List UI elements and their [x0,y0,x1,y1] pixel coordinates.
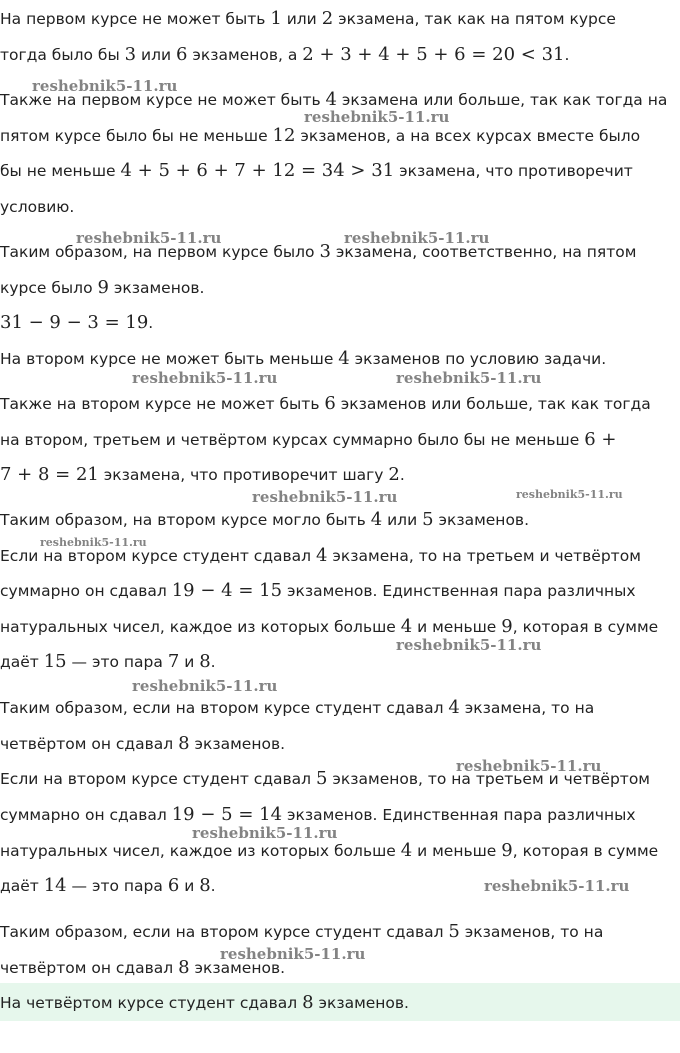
math-expression: 4 [370,509,383,530]
text-segment: экзамена, соответственно, на пятом [330,243,637,261]
text-line [0,196,74,218]
text-line [0,312,153,334]
text-line [0,277,204,299]
text-segment: . [148,314,154,332]
text-segment: экзаменов, а [187,46,303,64]
text-segment: суммарно он сдавал [0,582,172,600]
math-expression: 19 − 5 = 14 [171,804,283,825]
text-segment: пятом курсе было бы не меньше [0,127,273,145]
math-expression: 2 + 3 + 4 + 5 + 6 = 20 < 31 [302,44,565,65]
math-expression: 5 [448,921,460,942]
math-expression: 6 + [584,429,617,450]
math-expression: 4 [338,348,350,369]
text-segment: условию. [0,198,75,216]
text-segment: четвёртом он сдавал [0,735,179,753]
math-expression: 9 [501,840,513,861]
text-segment: курсе было [0,279,98,297]
math-expression: 12 [272,125,296,146]
math-expression: 8 [302,992,314,1013]
text-segment: экзаменов. [189,735,286,753]
text-line [0,840,658,862]
text-segment: . [399,466,405,484]
math-expression: 5 [422,509,434,530]
text-segment: — это пара [66,877,168,895]
text-segment: . [210,877,216,895]
text-segment: и меньше [412,842,502,860]
text-segment: и [179,653,200,671]
text-segment: экзаменов. [433,511,529,529]
watermark: reshebnik5-11.ru [396,369,542,387]
text-line [0,921,603,943]
text-line [0,44,569,66]
math-expression: 7 [167,651,180,672]
watermark: reshebnik5-11.ru [344,229,490,247]
text-segment: экзаменов, то на [459,923,604,941]
text-segment: Также на втором курсе не может быть [0,395,325,413]
math-expression: 2 [321,8,334,29]
math-expression: 3 [124,44,137,65]
text-segment: экзамена, то на [459,699,595,717]
math-expression: 15 [43,651,67,672]
text-line [0,804,636,826]
text-segment: Таким образом, на втором курсе могло быть [0,511,371,529]
text-segment: четвёртом он сдавал [0,959,179,977]
watermark: reshebnik5-11.ru [516,488,623,501]
text-segment: даёт [0,877,44,895]
math-expression: 1 [270,8,282,29]
text-segment: На первом курсе не может быть [0,10,271,28]
math-expression: 6 [324,393,336,414]
math-expression: 8 [178,733,190,754]
text-line [0,875,216,897]
text-segment: натуральных чисел, каждое из которых больше [0,618,401,636]
text-segment: суммарно он сдавал [0,806,172,824]
text-line [0,992,409,1014]
text-line [0,348,606,370]
math-expression: 14 [43,875,67,896]
text-segment: экзаменов. [108,279,205,297]
text-segment: экзамена, то на третьем и четвёртом [327,547,641,565]
text-line [0,125,640,147]
text-segment: , которая в сумме [512,618,659,636]
text-segment: даёт [0,653,44,671]
watermark: reshebnik5-11.ru [396,636,542,654]
text-segment: , которая в сумме [512,842,659,860]
watermark: reshebnik5-11.ru [40,536,147,549]
text-segment: экзамена, что противоречит [394,162,633,180]
watermark: reshebnik5-11.ru [132,369,278,387]
watermark: reshebnik5-11.ru [32,77,178,95]
text-segment: экзаменов. Единственная пара различных [282,582,636,600]
text-line [0,8,616,30]
text-segment: экзаменов. [189,959,286,977]
watermark: reshebnik5-11.ru [192,824,338,842]
text-segment: или [136,46,177,64]
text-segment: экзамена, так как на пятом курсе [333,10,616,28]
math-expression: 9 [501,616,513,637]
math-expression: 2 [388,464,400,485]
math-expression: 4 [400,840,413,861]
text-segment: Если на втором курсе студент сдавал [0,770,317,788]
math-expression: 8 [178,957,190,978]
text-segment: экзаменов. [313,994,409,1012]
text-line [0,697,594,719]
text-segment: экзаменов или больше, так как тогда [335,395,651,413]
math-expression: 31 − 9 − 3 = 19 [0,312,149,333]
math-expression: 5 [316,768,328,789]
text-line [0,733,285,755]
text-segment: . [564,46,570,64]
text-segment: или [281,10,322,28]
watermark: reshebnik5-11.ru [252,488,398,506]
text-segment: экзамена или больше, так как тогда на [337,91,668,109]
text-segment: На четвёртом курсе студент сдавал [0,994,303,1012]
math-expression: 4 + 5 + 6 + 7 + 12 = 34 > 31 [120,160,395,181]
watermark: reshebnik5-11.ru [456,757,602,775]
math-expression: 7 + 8 = 21 [0,464,99,485]
text-segment: и меньше [412,618,502,636]
text-segment: экзаменов по условию задачи. [349,350,607,368]
math-expression: 8 [199,651,211,672]
text-segment: на втором, третьем и четвёртом курсах суммарно было бы не меньше [0,431,585,449]
text-line [0,616,658,638]
math-expression: 19 − 4 = 15 [171,580,283,601]
text-segment: экзамена, что противоречит шагу [98,466,389,484]
text-segment: — это пара [66,653,168,671]
text-line [0,464,405,486]
text-segment: экзаменов, то на третьем и четвёртом [327,770,651,788]
text-line [0,580,636,602]
text-segment: Если на втором курсе студент сдавал [0,547,317,565]
text-line [0,160,633,182]
text-segment: . [210,653,216,671]
watermark: reshebnik5-11.ru [76,229,222,247]
text-segment: Также на первом курсе не может быть [0,91,326,109]
watermark: reshebnik5-11.ru [484,877,630,895]
math-expression: 6 [176,44,188,65]
text-line [0,651,216,673]
text-segment: На втором курсе не может быть меньше [0,350,339,368]
text-segment: Таким образом, на первом курсе было [0,243,320,261]
math-expression: 6 [167,875,180,896]
text-segment: или [382,511,423,529]
text-segment: Таким образом, если на втором курсе студент сдавал [0,699,449,717]
text-line [0,393,651,415]
text-segment: и [179,877,200,895]
math-expression: 3 [319,241,331,262]
text-segment: Таким образом, если на втором курсе студент сдавал [0,923,449,941]
math-expression: 9 [97,277,109,298]
text-line [0,509,529,531]
text-line [0,429,616,451]
text-segment: натуральных чисел, каждое из которых больше [0,842,401,860]
text-segment: экзаменов, а на всех курсах вместе было [295,127,641,145]
text-segment: экзаменов. Единственная пара различных [282,806,636,824]
math-expression: 8 [199,875,211,896]
watermark: reshebnik5-11.ru [304,108,450,126]
watermark: reshebnik5-11.ru [220,945,366,963]
watermark: reshebnik5-11.ru [132,677,278,695]
text-segment: тогда было бы [0,46,125,64]
text-segment: бы не меньше [0,162,121,180]
math-expression: 4 [316,545,328,566]
math-expression: 4 [400,616,413,637]
math-expression: 4 [325,89,337,110]
math-expression: 4 [448,697,460,718]
